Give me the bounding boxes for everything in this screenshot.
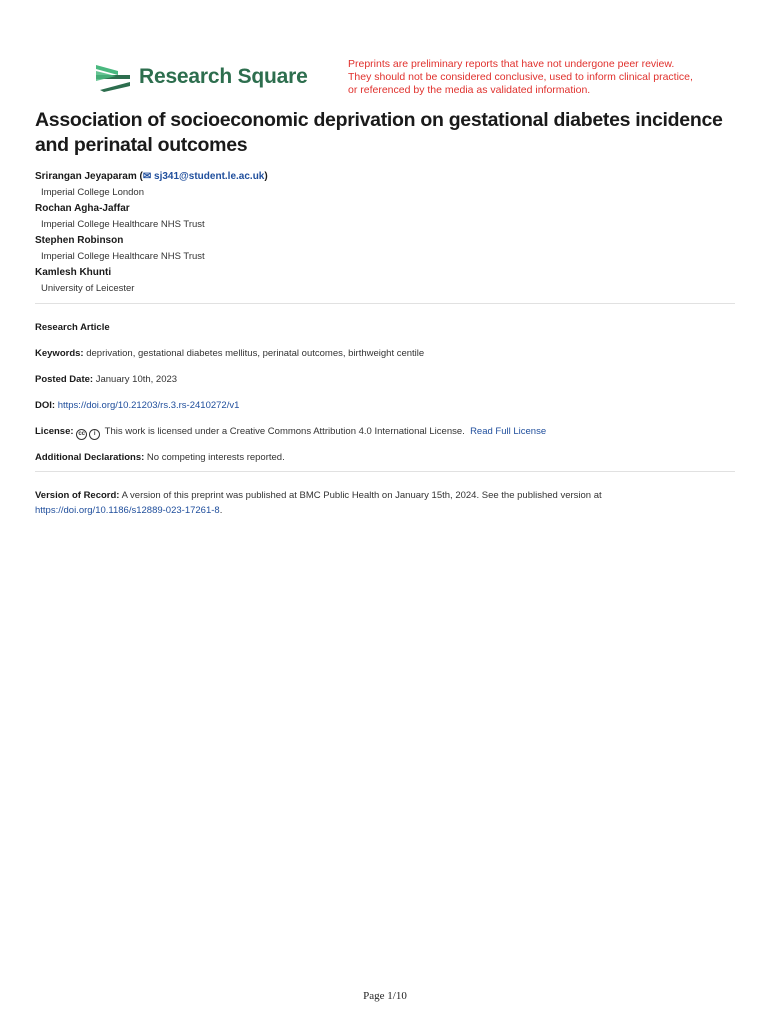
email-close-paren: ) bbox=[264, 171, 268, 182]
posted-date-label: Posted Date: bbox=[35, 374, 94, 385]
divider bbox=[35, 471, 735, 472]
author-list bbox=[35, 169, 735, 297]
author-email-link[interactable]: sj341@student.le.ac.uk bbox=[154, 171, 265, 182]
license-text: This work is licensed under a Creative Commons Attribution 4.0 International License. bbox=[104, 426, 465, 437]
keywords-row bbox=[35, 347, 735, 360]
declarations-row bbox=[35, 451, 735, 464]
keywords-label: Keywords: bbox=[35, 348, 84, 359]
author-name: Stephen Robinson bbox=[35, 235, 124, 246]
version-link[interactable]: https://doi.org/10.1186/s12889-023-17261-8 bbox=[35, 505, 220, 516]
author-name: Rochan Agha-Jaffar bbox=[35, 203, 130, 214]
disclaimer-line: They should not be considered conclusive, used to inform clinical practice, bbox=[348, 71, 693, 83]
author-name-text: Srirangan Jeyaparam bbox=[35, 171, 137, 182]
email-icon: ✉ bbox=[142, 171, 152, 182]
version-end: . bbox=[219, 505, 223, 516]
page-number: Page 1/10 bbox=[363, 990, 407, 1002]
author-affiliation: Imperial College Healthcare NHS Trust bbox=[41, 251, 205, 262]
disclaimer-line: or referenced by the media as validated information. bbox=[348, 84, 591, 96]
version-label: Version of Record: bbox=[35, 490, 120, 501]
author-affiliation: Imperial College London bbox=[41, 187, 144, 198]
declarations-label: Additional Declarations: bbox=[35, 452, 145, 463]
disclaimer-line: Preprints are preliminary reports that have not undergone peer review. bbox=[348, 58, 675, 70]
posted-date-value: January 10th, 2023 bbox=[95, 374, 178, 385]
version-text: A version of this preprint was published at BMC Public Health on January 15th, 2024. See the published version at bbox=[121, 490, 602, 501]
read-full-license-link[interactable]: Read Full License bbox=[470, 426, 547, 437]
declarations-value: No competing interests reported. bbox=[146, 452, 285, 463]
posted-date-row bbox=[35, 373, 735, 386]
doi-label: DOI: bbox=[35, 400, 56, 411]
doi-row bbox=[35, 399, 735, 412]
author-name: Kamlesh Khunti bbox=[35, 267, 112, 278]
preprint-disclaimer bbox=[348, 58, 708, 97]
logo-text: Research Square bbox=[139, 65, 308, 88]
creative-commons-icon: cc bbox=[76, 429, 87, 440]
author-affiliation: University of Leicester bbox=[41, 283, 135, 294]
license-row bbox=[35, 425, 735, 440]
article-type bbox=[35, 321, 735, 334]
research-square-chevron-logo-icon bbox=[94, 62, 132, 92]
paper-title: Association of socioeconomic deprivation on gestational diabetes incidence and perinatal outcomes bbox=[35, 109, 723, 156]
author-affiliation: Imperial College Healthcare NHS Trust bbox=[41, 219, 205, 230]
attribution-icon: i bbox=[89, 429, 100, 440]
research-square-logo[interactable] bbox=[94, 62, 308, 92]
article-type-text: Research Article bbox=[35, 322, 110, 333]
license-label: License: bbox=[35, 426, 74, 437]
keywords-value: deprivation, gestational diabetes mellitus, perinatal outcomes, birthweight centile bbox=[86, 348, 425, 359]
email-open-paren: ( bbox=[139, 171, 143, 182]
doi-link[interactable]: https://doi.org/10.21203/rs.3.rs-2410272/v1 bbox=[57, 400, 240, 411]
version-of-record bbox=[35, 488, 735, 518]
divider bbox=[35, 303, 735, 304]
author-name bbox=[35, 169, 735, 185]
